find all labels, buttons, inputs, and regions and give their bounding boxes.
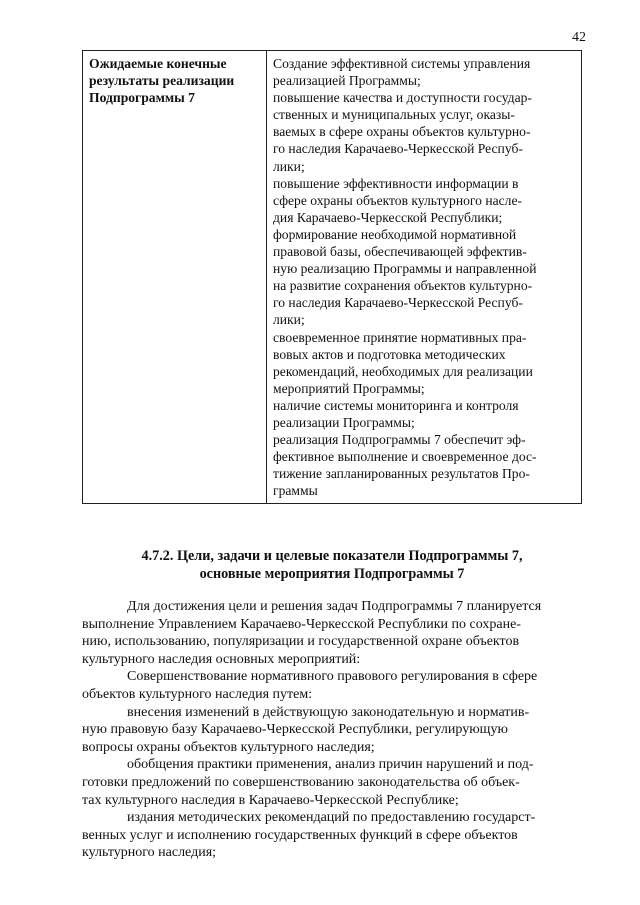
content-line: наличие системы мониторинга и контроля	[273, 397, 519, 413]
body-line: внесения изменений в действующую законодательную и норматив-	[127, 704, 530, 720]
content-line: Создание эффективной системы управления	[273, 56, 531, 71]
body-line: издания методических рекомендаций по предоставлению государст-	[127, 810, 536, 826]
body-line: культурного наследия основных мероприятий:	[82, 651, 361, 667]
section-heading	[82, 547, 582, 583]
content-line: повышение качества и доступности государ-	[273, 90, 532, 106]
body-line: готовки предложений по совершенствованию законодательства об объек-	[82, 774, 520, 790]
table-row	[83, 51, 582, 504]
content-line: фективное выполнение и своевременное дос-	[273, 449, 537, 465]
content-line: вовых актов и подготовка методических	[273, 346, 506, 362]
content-line: рекомендаций, необходимых для реализации	[273, 363, 533, 379]
content-line: ную реализацию Программы и направленной	[273, 261, 537, 277]
content-line: реализацией Программы;	[273, 73, 421, 89]
body-line: тах культурного наследия в Карачаево-Черкесской Республике;	[82, 792, 459, 808]
content-line: тижение запланированных результатов Про-	[273, 466, 530, 482]
page-number: 42	[572, 30, 586, 45]
body-line: вопросы охраны объектов культурного наследия;	[82, 739, 375, 755]
section-heading-line: основные мероприятия Подпрограммы 7	[199, 566, 465, 582]
content-line: повышение эффективности информации в	[273, 175, 519, 191]
content-line: лики;	[273, 312, 305, 328]
body-line: объектов культурного наследия путем:	[82, 686, 313, 702]
content-line: ваемых в сфере охраны объектов культурно-	[273, 124, 531, 140]
content-line: го наследия Карачаево-Черкесской Респуб-	[273, 295, 523, 311]
body-line: венных услуг и исполнению государственных функций в сфере объектов	[82, 827, 518, 843]
label-line: Подпрограммы 7	[89, 90, 195, 106]
body-line: обобщения практики применения, анализ причин нарушений и под-	[127, 757, 534, 773]
body-line: Для достижения цели и решения задач Подпрограммы 7 планируется	[127, 599, 542, 614]
content-line: граммы	[273, 483, 318, 499]
body-line: культурного наследия;	[82, 845, 217, 861]
content-line: го наследия Карачаево-Черкесской Респуб-	[273, 141, 523, 157]
section-heading-line: 4.7.2. Цели, задачи и целевые показатели Подпрограммы 7,	[141, 548, 523, 564]
content-line: мероприятий Программы;	[273, 380, 425, 396]
content-line: ственных и муниципальных услуг, оказы-	[273, 107, 515, 123]
body-text	[82, 598, 582, 862]
body-line: нию, использованию, популяризации и государственной охране объектов	[82, 634, 520, 650]
expected-results-table	[82, 50, 582, 504]
label-line: результаты реализации	[89, 73, 235, 89]
table-label-cell	[83, 51, 267, 504]
content-line: на развитие сохранения объектов культурно-	[273, 278, 533, 294]
content-line: формирование необходимой нормативной	[273, 226, 517, 242]
body-line: ную правовую базу Карачаево-Черкесской Республики, регулирующую	[82, 722, 508, 738]
content-line: правовой базы, обеспечивающей эффектив-	[273, 244, 527, 260]
content-line: своевременное принятие нормативных пра-	[273, 329, 527, 345]
content-line: сфере охраны объектов культурного насле-	[273, 192, 523, 208]
body-line: выполнение Управлением Карачаево-Черкесской Республики по сохране-	[82, 616, 521, 632]
label-line: Ожидаемые конечные	[89, 56, 227, 71]
content-line: реализации Программы;	[273, 414, 415, 430]
content-line: лики;	[273, 158, 305, 174]
table-content-cell	[267, 51, 582, 504]
body-line: Совершенствование нормативного правового регулирования в сфере	[127, 669, 538, 685]
content-line: дия Карачаево-Черкесской Республики;	[273, 209, 503, 225]
content-line: реализация Подпрограммы 7 обеспечит эф-	[273, 432, 526, 448]
